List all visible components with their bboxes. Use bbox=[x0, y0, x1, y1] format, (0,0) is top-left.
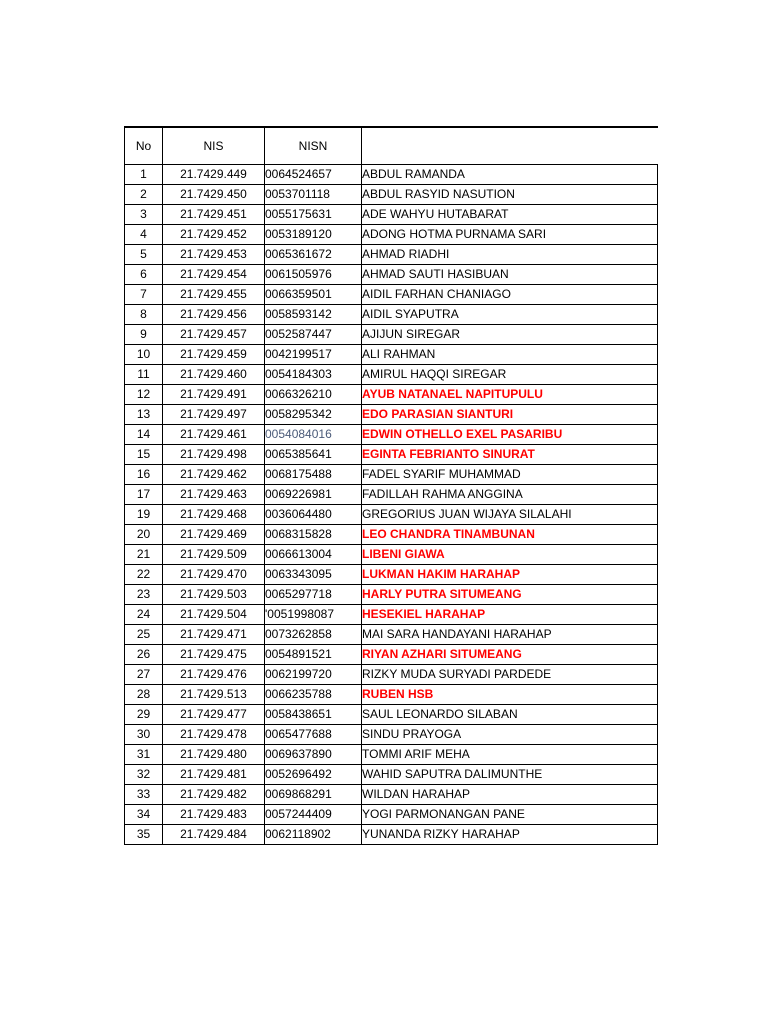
cell-nis: 21.7429.452 bbox=[163, 225, 265, 245]
cell-no: 34 bbox=[125, 805, 163, 825]
cell-name: ADONG HOTMA PURNAMA SARI bbox=[362, 225, 658, 245]
cell-nisn: 0053701118 bbox=[265, 185, 362, 205]
table-row bbox=[125, 745, 658, 765]
cell-nisn: '0051998087 bbox=[265, 605, 362, 625]
table-row bbox=[125, 225, 658, 245]
cell-name: WAHID SAPUTRA DALIMUNTHE bbox=[362, 765, 658, 785]
cell-no: 28 bbox=[125, 685, 163, 705]
cell-nis: 21.7429.456 bbox=[163, 305, 265, 325]
cell-nisn: 0066359501 bbox=[265, 285, 362, 305]
cell-name: LEO CHANDRA TINAMBUNAN bbox=[362, 525, 658, 545]
table-row bbox=[125, 625, 658, 645]
cell-nis: 21.7429.475 bbox=[163, 645, 265, 665]
table-row bbox=[125, 445, 658, 465]
cell-no: 5 bbox=[125, 245, 163, 265]
table-row bbox=[125, 565, 658, 585]
table-row bbox=[125, 205, 658, 225]
cell-nis: 21.7429.453 bbox=[163, 245, 265, 265]
table-row bbox=[125, 325, 658, 345]
cell-nisn: 0054084016 bbox=[265, 425, 362, 445]
table-row bbox=[125, 385, 658, 405]
cell-nis: 21.7429.455 bbox=[163, 285, 265, 305]
table-row bbox=[125, 665, 658, 685]
cell-nis: 21.7429.449 bbox=[163, 165, 265, 185]
cell-no: 1 bbox=[125, 165, 163, 185]
cell-nisn: 0058593142 bbox=[265, 305, 362, 325]
cell-nisn: 0069637890 bbox=[265, 745, 362, 765]
cell-name: YUNANDA RIZKY HARAHAP bbox=[362, 825, 658, 845]
cell-nis: 21.7429.468 bbox=[163, 505, 265, 525]
cell-nis: 21.7429.469 bbox=[163, 525, 265, 545]
cell-name: GREGORIUS JUAN WIJAYA SILALAHI bbox=[362, 505, 658, 525]
cell-no: 9 bbox=[125, 325, 163, 345]
cell-name: TOMMI ARIF MEHA bbox=[362, 745, 658, 765]
cell-no: 22 bbox=[125, 565, 163, 585]
table-row bbox=[125, 405, 658, 425]
cell-name: RIYAN AZHARI SITUMEANG bbox=[362, 645, 658, 665]
cell-name: ABDUL RASYID NASUTION bbox=[362, 185, 658, 205]
cell-name: AMIRUL HAQQI SIREGAR bbox=[362, 365, 658, 385]
cell-nis: 21.7429.477 bbox=[163, 705, 265, 725]
header-nis: NIS bbox=[163, 127, 265, 165]
table-row bbox=[125, 245, 658, 265]
cell-no: 7 bbox=[125, 285, 163, 305]
cell-nis: 21.7429.498 bbox=[163, 445, 265, 465]
cell-nis: 21.7429.463 bbox=[163, 485, 265, 505]
cell-nisn: 0068175488 bbox=[265, 465, 362, 485]
table-row bbox=[125, 465, 658, 485]
table-row bbox=[125, 585, 658, 605]
table-row bbox=[125, 485, 658, 505]
cell-nisn: 0036064480 bbox=[265, 505, 362, 525]
cell-no: 23 bbox=[125, 585, 163, 605]
cell-nis: 21.7429.503 bbox=[163, 585, 265, 605]
cell-name: MAI SARA HANDAYANI HARAHAP bbox=[362, 625, 658, 645]
cell-nis: 21.7429.497 bbox=[163, 405, 265, 425]
cell-name: SINDU PRAYOGA bbox=[362, 725, 658, 745]
cell-name: LIBENI GIAWA bbox=[362, 545, 658, 565]
cell-name: HESEKIEL HARAHAP bbox=[362, 605, 658, 625]
table-row bbox=[125, 645, 658, 665]
cell-nisn: 0065477688 bbox=[265, 725, 362, 745]
cell-no: 14 bbox=[125, 425, 163, 445]
header-nisn: NISN bbox=[265, 127, 362, 165]
cell-nisn: 0073262858 bbox=[265, 625, 362, 645]
cell-nisn: 0057244409 bbox=[265, 805, 362, 825]
table-header-row bbox=[125, 127, 658, 165]
cell-nis: 21.7429.450 bbox=[163, 185, 265, 205]
cell-nisn: 0062199720 bbox=[265, 665, 362, 685]
cell-no: 10 bbox=[125, 345, 163, 365]
cell-nisn: 0066235788 bbox=[265, 685, 362, 705]
header-no: No bbox=[125, 127, 163, 165]
cell-nis: 21.7429.491 bbox=[163, 385, 265, 405]
cell-name: FADEL SYARIF MUHAMMAD bbox=[362, 465, 658, 485]
cell-no: 13 bbox=[125, 405, 163, 425]
cell-nis: 21.7429.462 bbox=[163, 465, 265, 485]
table-row bbox=[125, 545, 658, 565]
cell-name: FADILLAH RAHMA ANGGINA bbox=[362, 485, 658, 505]
cell-nis: 21.7429.504 bbox=[163, 605, 265, 625]
table-row bbox=[125, 605, 658, 625]
cell-name: EDWIN OTHELLO EXEL PASARIBU bbox=[362, 425, 658, 445]
table-row bbox=[125, 505, 658, 525]
table-row bbox=[125, 165, 658, 185]
table-row bbox=[125, 185, 658, 205]
cell-nis: 21.7429.482 bbox=[163, 785, 265, 805]
cell-no: 29 bbox=[125, 705, 163, 725]
cell-nisn: 0054184303 bbox=[265, 365, 362, 385]
cell-nisn: 0065361672 bbox=[265, 245, 362, 265]
cell-no: 3 bbox=[125, 205, 163, 225]
table-row bbox=[125, 705, 658, 725]
cell-name: WILDAN HARAHAP bbox=[362, 785, 658, 805]
cell-no: 31 bbox=[125, 745, 163, 765]
cell-name: YOGI PARMONANGAN PANE bbox=[362, 805, 658, 825]
cell-name: AJIJUN SIREGAR bbox=[362, 325, 658, 345]
cell-name: RIZKY MUDA SURYADI PARDEDE bbox=[362, 665, 658, 685]
cell-no: 33 bbox=[125, 785, 163, 805]
cell-no: 30 bbox=[125, 725, 163, 745]
table-body bbox=[125, 165, 658, 845]
table-row bbox=[125, 305, 658, 325]
cell-nisn: 0053189120 bbox=[265, 225, 362, 245]
cell-no: 4 bbox=[125, 225, 163, 245]
cell-nisn: 0069226981 bbox=[265, 485, 362, 505]
table-row bbox=[125, 685, 658, 705]
cell-nis: 21.7429.483 bbox=[163, 805, 265, 825]
cell-nis: 21.7429.470 bbox=[163, 565, 265, 585]
cell-no: 12 bbox=[125, 385, 163, 405]
cell-nisn: 0055175631 bbox=[265, 205, 362, 225]
cell-nis: 21.7429.480 bbox=[163, 745, 265, 765]
cell-name: ABDUL RAMANDA bbox=[362, 165, 658, 185]
cell-no: 2 bbox=[125, 185, 163, 205]
cell-nisn: 0064524657 bbox=[265, 165, 362, 185]
cell-no: 20 bbox=[125, 525, 163, 545]
cell-nisn: 0066613004 bbox=[265, 545, 362, 565]
cell-nis: 21.7429.513 bbox=[163, 685, 265, 705]
cell-name: AYUB NATANAEL NAPITUPULU bbox=[362, 385, 658, 405]
cell-name: AIDIL FARHAN CHANIAGO bbox=[362, 285, 658, 305]
cell-nisn: 0058295342 bbox=[265, 405, 362, 425]
cell-no: 25 bbox=[125, 625, 163, 645]
cell-name: HARLY PUTRA SITUMEANG bbox=[362, 585, 658, 605]
cell-name: RUBEN HSB bbox=[362, 685, 658, 705]
header-name bbox=[362, 127, 658, 165]
cell-nis: 21.7429.478 bbox=[163, 725, 265, 745]
cell-nisn: 0069868291 bbox=[265, 785, 362, 805]
cell-no: 17 bbox=[125, 485, 163, 505]
cell-nisn: 0054891521 bbox=[265, 645, 362, 665]
cell-nisn: 0061505976 bbox=[265, 265, 362, 285]
cell-nisn: 0052696492 bbox=[265, 765, 362, 785]
cell-no: 35 bbox=[125, 825, 163, 845]
cell-no: 15 bbox=[125, 445, 163, 465]
cell-no: 32 bbox=[125, 765, 163, 785]
table-row bbox=[125, 265, 658, 285]
student-table bbox=[124, 126, 658, 845]
table-row bbox=[125, 525, 658, 545]
cell-nis: 21.7429.454 bbox=[163, 265, 265, 285]
cell-nis: 21.7429.461 bbox=[163, 425, 265, 445]
table-row bbox=[125, 785, 658, 805]
cell-nisn: 0063343095 bbox=[265, 565, 362, 585]
cell-nis: 21.7429.484 bbox=[163, 825, 265, 845]
table-row bbox=[125, 765, 658, 785]
cell-nis: 21.7429.451 bbox=[163, 205, 265, 225]
cell-no: 11 bbox=[125, 365, 163, 385]
cell-no: 6 bbox=[125, 265, 163, 285]
cell-nisn: 0042199517 bbox=[265, 345, 362, 365]
cell-name: AHMAD SAUTI HASIBUAN bbox=[362, 265, 658, 285]
cell-no: 27 bbox=[125, 665, 163, 685]
table-row bbox=[125, 285, 658, 305]
cell-nisn: 0062118902 bbox=[265, 825, 362, 845]
cell-name: ALI RAHMAN bbox=[362, 345, 658, 365]
cell-nis: 21.7429.459 bbox=[163, 345, 265, 365]
cell-name: EDO PARASIAN SIANTURI bbox=[362, 405, 658, 425]
cell-no: 24 bbox=[125, 605, 163, 625]
cell-name: AHMAD RIADHI bbox=[362, 245, 658, 265]
cell-no: 26 bbox=[125, 645, 163, 665]
cell-nisn: 0052587447 bbox=[265, 325, 362, 345]
cell-name: AIDIL SYAPUTRA bbox=[362, 305, 658, 325]
cell-name: SAUL LEONARDO SILABAN bbox=[362, 705, 658, 725]
cell-nisn: 0058438651 bbox=[265, 705, 362, 725]
student-roster-sheet bbox=[124, 126, 658, 845]
cell-no: 19 bbox=[125, 505, 163, 525]
table-row bbox=[125, 805, 658, 825]
cell-nisn: 0065297718 bbox=[265, 585, 362, 605]
table-row bbox=[125, 345, 658, 365]
table-row bbox=[125, 425, 658, 445]
table-row bbox=[125, 825, 658, 845]
cell-no: 16 bbox=[125, 465, 163, 485]
cell-nis: 21.7429.509 bbox=[163, 545, 265, 565]
cell-nis: 21.7429.471 bbox=[163, 625, 265, 645]
cell-nisn: 0068315828 bbox=[265, 525, 362, 545]
cell-name: LUKMAN HAKIM HARAHAP bbox=[362, 565, 658, 585]
cell-name: ADE WAHYU HUTABARAT bbox=[362, 205, 658, 225]
cell-nis: 21.7429.457 bbox=[163, 325, 265, 345]
cell-nis: 21.7429.460 bbox=[163, 365, 265, 385]
cell-nis: 21.7429.476 bbox=[163, 665, 265, 685]
cell-no: 8 bbox=[125, 305, 163, 325]
cell-nis: 21.7429.481 bbox=[163, 765, 265, 785]
cell-nisn: 0066326210 bbox=[265, 385, 362, 405]
cell-nisn: 0065385641 bbox=[265, 445, 362, 465]
table-row bbox=[125, 365, 658, 385]
cell-no: 21 bbox=[125, 545, 163, 565]
cell-name: EGINTA FEBRIANTO SINURAT bbox=[362, 445, 658, 465]
table-row bbox=[125, 725, 658, 745]
